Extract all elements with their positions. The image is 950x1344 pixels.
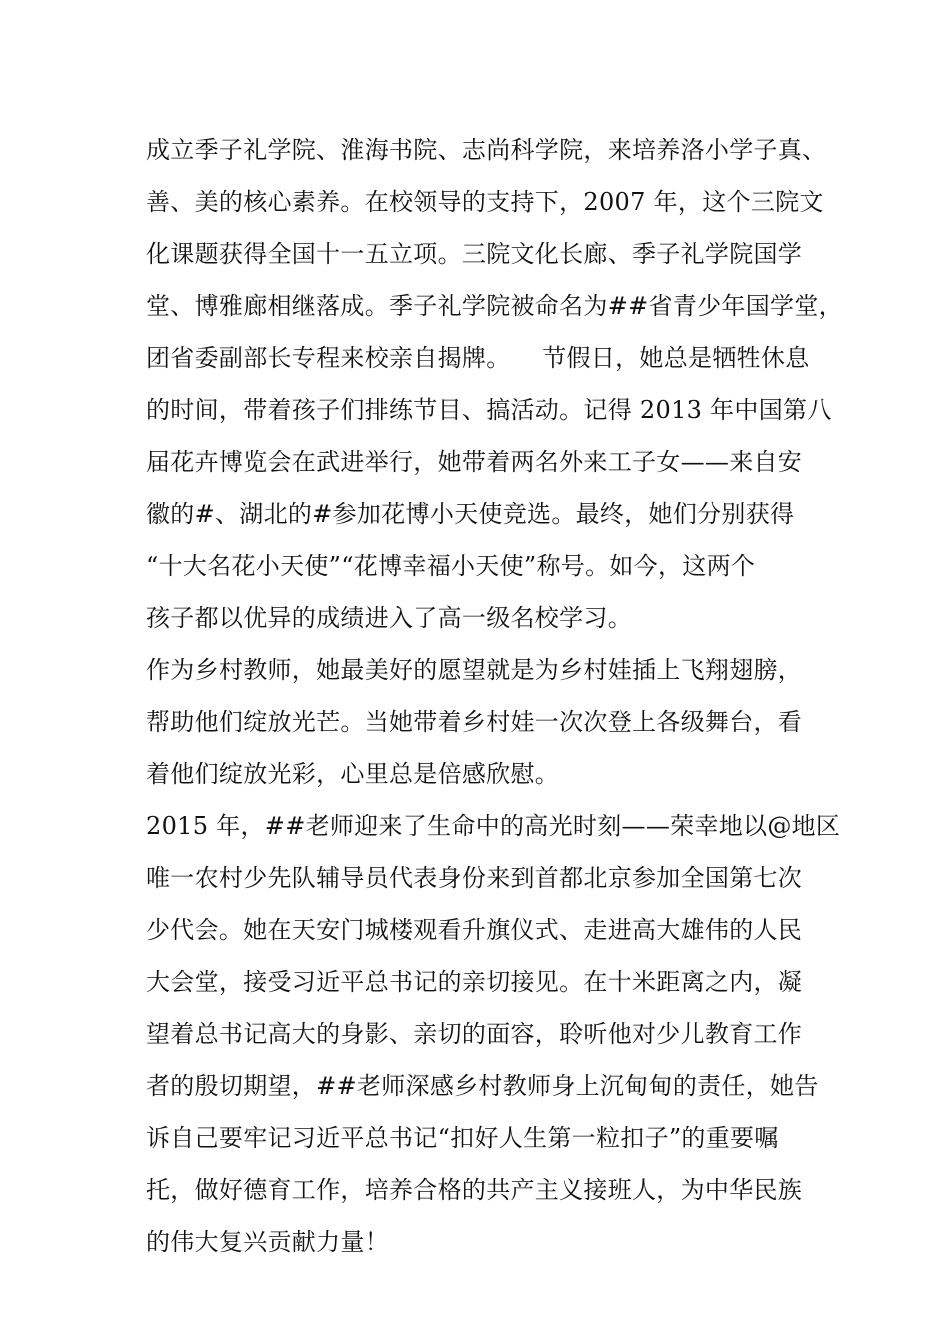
text-line: 望着总书记高大的身影、亲切的面容，聆听他对少儿教育工作 bbox=[146, 1020, 803, 1048]
text-line: 化课题获得全国十一五立项。三院文化长廊、季子礼学院国学 bbox=[146, 240, 803, 268]
text-line: 徽的#、湖北的#参加花博小天使竞选。最终，她们分别获得 bbox=[146, 500, 795, 528]
body-text bbox=[146, 124, 846, 1268]
text-line: 大会堂，接受习近平总书记的亲切接见。在十米距离之内，凝 bbox=[146, 968, 803, 996]
text-line: 少代会。她在天安门城楼观看升旗仪式、走进高大雄伟的人民 bbox=[146, 916, 803, 944]
text-line: 善、美的核心素养。在校领导的支持下，2007 年，这个三院文 bbox=[146, 188, 824, 216]
text-line: 帮助他们绽放光芒。当她带着乡村娃一次次登上各级舞台，看 bbox=[146, 708, 803, 736]
text-line: 诉自己要牢记习近平总书记“扣好人生第一粒扣子”的重要嘱 bbox=[146, 1124, 779, 1152]
text-line: 团省委副部长专程来校亲自揭牌。 节假日，她总是牺牲休息 bbox=[146, 344, 810, 372]
text-line: 成立季子礼学院、淮海书院、志尚科学院，来培养洛小学子真、 bbox=[146, 136, 827, 164]
text-line: 作为乡村教师，她最美好的愿望就是为乡村娃插上飞翔翅膀， bbox=[146, 656, 803, 684]
text-line: 的时间，带着孩子们排练节目、搞活动。记得 2013 年中国第八 bbox=[146, 396, 832, 424]
text-line: 托，做好德育工作，培养合格的共产主义接班人，为中华民族 bbox=[146, 1176, 803, 1204]
text-line: 唯一农村少先队辅导员代表身份来到首都北京参加全国第七次 bbox=[146, 864, 803, 892]
text-line: 孩子都以优异的成绩进入了高一级名校学习。 bbox=[146, 604, 632, 632]
text-line: “十大名花小天使”“花博幸福小天使”称号。如今，这两个 bbox=[146, 552, 756, 580]
text-line: 届花卉博览会在武进举行，她带着两名外来工子女——来自安 bbox=[146, 448, 803, 476]
text-line: 的伟大复兴贡献力量！ bbox=[146, 1228, 389, 1256]
text-line: 堂、博雅廊相继落成。季子礼学院被命名为##省青少年国学堂， bbox=[146, 292, 843, 320]
text-line: 2015 年，##老师迎来了生命中的高光时刻——荣幸地以@地区 bbox=[146, 812, 841, 840]
text-line: 着他们绽放光彩，心里总是倍感欣慰。 bbox=[146, 760, 560, 788]
text-line: 者的殷切期望，##老师深感乡村教师身上沉甸甸的责任，她告 bbox=[146, 1072, 819, 1100]
